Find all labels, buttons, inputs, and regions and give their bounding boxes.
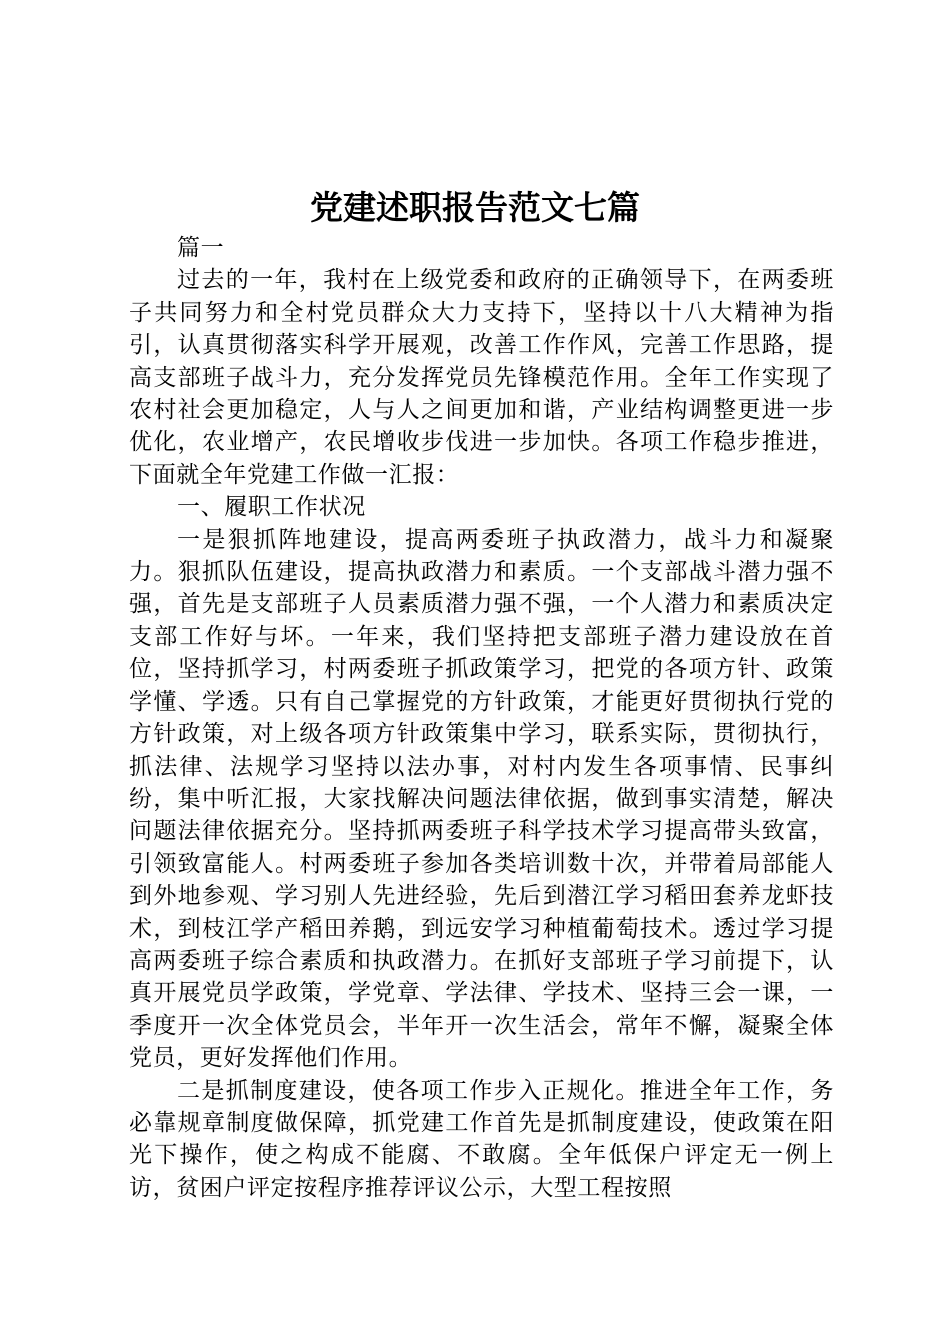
section-heading: 一、履职工作状况: [177, 494, 366, 521]
paragraph: 过去的一年，我村在上级党委和政府的正确领导下，在两委班子共同努力和全村党员群众大力支持下，坚持以十八大精神为指引，认真贯彻落实科学开展观，改善工作作风，完善工作思路，提高支部班子战斗力，充分发挥党员先锋模范作用。全年工作实现了农村社会更加稳定，人与人之间更加和谐，产业结构调整更进一步优化，农业增产，农民增收步伐进一步加快。各项工作稳步推进，下面就全年党建工作做一汇报：: [129, 267, 834, 488]
paragraph: 一是狠抓阵地建设，提高两委班子执政潜力，战斗力和凝聚力。狠抓队伍建设，提高执政潜力和素质。一个支部战斗潜力强不强，首先是支部班子人员素质潜力强不强，一个人潜力和素质决定支部工作好与坏。一年来，我们坚持把支部班子潜力建设放在首位，坚持抓学习，村两委班子抓政策学习，把党的各项方针、政策学懂、学透。只有自己掌握党的方针政策，才能更好贯彻执行党的方针政策，对上级各项方针政策集中学习，联系实际，贯彻执行，抓法律、法规学习坚持以法办事，对村内发生各项事情、民事纠纷，集中听汇报，大家找解决问题法律依据，做到事实清楚，解决问题法律依据充分。坚持抓两委班子科学技术学习提高带头致富，引领致富能人。村两委班子参加各类培训数十次，并带着局部能人到外地参观、学习别人先进经验，先后到潜江学习稻田套养龙虾技术，到枝江学产稻田养鹅，到远安学习种植葡萄技术。透过学习提高两委班子综合素质和执政潜力。在抓好支部班子学习前提下，认真开展党员学政策，学党章、学法律、学技术、坚持三会一课，一季度开一次全体党员会，半年开一次生活会，常年不懈，凝聚全体党员，更好发挥他们作用。: [129, 526, 834, 1072]
paragraph: 二是抓制度建设，使各项工作步入正规化。推进全年工作，务必靠规章制度做保障，抓党建工作首先是抓制度建设，使政策在阳光下操作，使之构成不能腐、不敢腐。全年低保户评定无一例上访，贫困户评定按程序推荐评议公示，大型工程按照: [129, 1077, 834, 1201]
section-heading: 篇一: [177, 235, 225, 261]
document-title: 党建述职报告范文七篇: [310, 188, 640, 227]
document-body: [129, 232, 834, 1204]
